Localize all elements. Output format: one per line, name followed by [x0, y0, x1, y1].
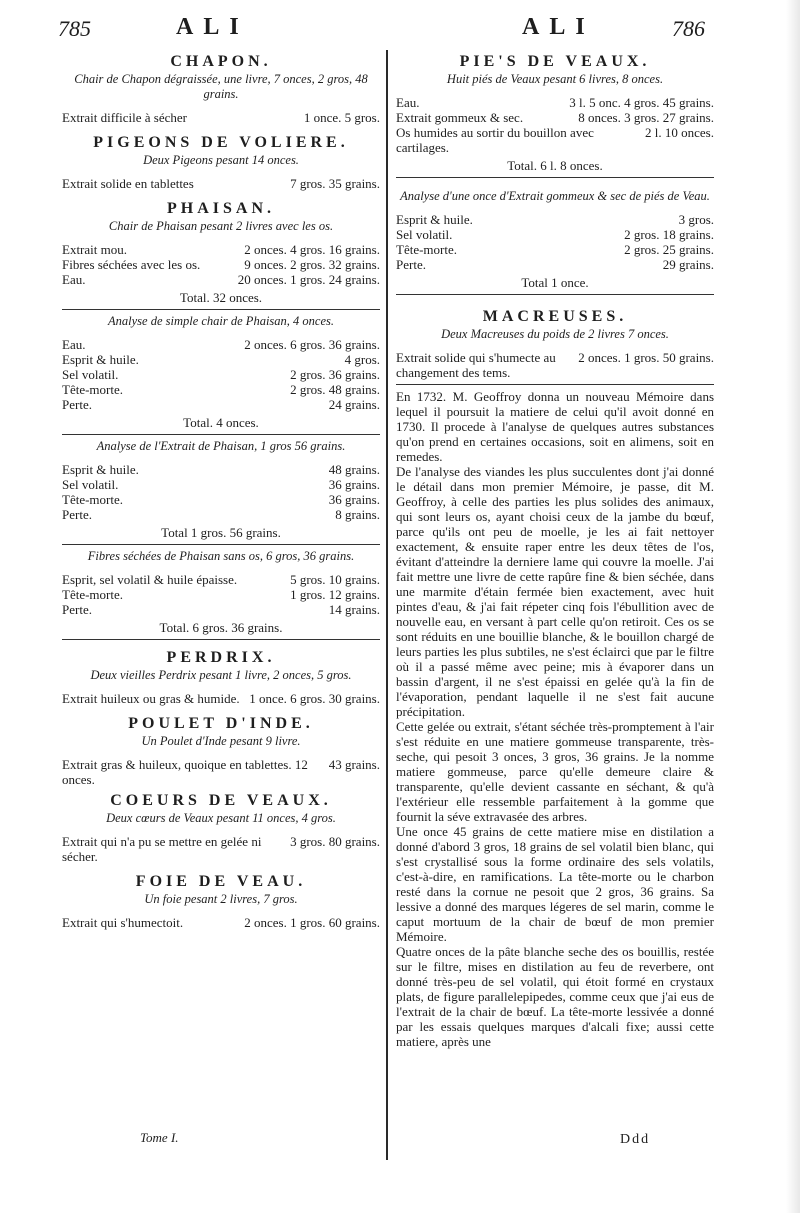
table-row — [62, 462, 380, 477]
table-row — [62, 110, 380, 125]
table-row — [62, 587, 380, 602]
table-row — [62, 242, 380, 257]
row-label: Fibres séchées avec les os. — [62, 257, 201, 272]
table-row — [62, 397, 380, 412]
row-label: Extrait difficile à sécher — [62, 110, 188, 125]
row-label: Perte. — [396, 257, 426, 272]
row-value: 24 grains. — [328, 397, 380, 412]
section-title-macreuses: MACREUSES. — [482, 308, 628, 325]
row-label: Eau. — [62, 337, 86, 352]
section-title-foie: FOIE DE VEAU. — [135, 873, 307, 890]
row-value: 36 grains. — [328, 477, 380, 492]
row-value: 2 gros. 18 grains. — [624, 227, 714, 242]
row-value: 1 gros. 12 grains. — [290, 587, 380, 602]
row-label: Extrait huileux ou gras & humide. — [62, 691, 240, 706]
row-value: 8 grains. — [335, 507, 380, 522]
section-rule — [62, 544, 380, 545]
left-page-number: 785 — [58, 16, 91, 41]
section-subtitle: Deux Macreuses du poids de 2 livres 7 onces. — [441, 327, 669, 341]
row-value: 4 gros. — [344, 352, 380, 367]
row-label: Eau. — [62, 272, 86, 287]
row-label: Perte. — [62, 507, 92, 522]
section-subtitle: Un foie pesant 2 livres, 7 gros. — [144, 892, 298, 906]
row-label: Tête-morte. — [62, 587, 123, 602]
row-value: 3 gros. — [678, 212, 714, 227]
section-rule — [396, 294, 714, 295]
section-title-perdrix: PERDRIX. — [166, 649, 276, 666]
table-row — [62, 257, 380, 272]
row-value: 2 l. 10 onces. — [645, 125, 714, 140]
left-running-title: ALI — [176, 14, 249, 40]
row-label: Extrait solide qui s'humecte au changement des tems. — [396, 350, 556, 380]
row-value: 14 grains. — [328, 602, 380, 617]
table-row — [396, 242, 714, 257]
section-subtitle: Un Poulet d'Inde pesant 9 livre. — [141, 734, 301, 748]
row-value: 2 onces. 1 gros. 60 grains. — [244, 915, 380, 930]
row-label: Extrait gras & huileux, quoique en tablettes. 12 onces. — [62, 757, 308, 787]
section-rule — [396, 177, 714, 178]
section-subtitle: Deux vieilles Perdrix pesant 1 livre, 2 onces, 5 gros. — [90, 668, 352, 682]
section-subtitle: Huit piés de Veaux pesant 6 livres, 8 onces. — [446, 72, 664, 86]
volume-signature: Tome I. — [140, 1130, 179, 1145]
right-page-number: 786 — [672, 16, 705, 41]
row-value: 29 grains. — [662, 257, 714, 272]
section-title-chapon: CHAPON. — [170, 53, 272, 70]
row-label: Extrait solide en tablettes — [62, 176, 194, 191]
total-line: Total. 6 l. 8 onces. — [507, 158, 603, 173]
right-column — [396, 52, 714, 1049]
row-label: Esprit & huile. — [62, 462, 139, 477]
section-rule — [62, 639, 380, 640]
row-value: 7 gros. 35 grains. — [290, 176, 380, 191]
page-edge — [786, 0, 800, 1213]
row-value: 2 onces. 1 gros. 50 grains. — [578, 350, 714, 365]
row-label: Extrait mou. — [62, 242, 127, 257]
paragraph: De l'analyse des viandes les plus succulentes dont j'ai donné le détail dans mon premier Mémoire, je passe, dit M. Geoffroy, à celle des parties les plus solides des animaux, qui sont leurs os, ayant choisi ceux de la jambe du bœuf, parce qu'ils ont peu de moelle, je les ai fait nettoyer exactement, & ensuite raper entre les deux têtes de l'os, évitant d'atteindre la derniere lame qui couvre la moelle. J'ai fait mettre une livre de cette rapûre fine & bien séchée, dans une marmite d'étain fermée bien exactement, avec huit pintes d'eau, & j'ai fait répeter cinq fois l'ébullition avec de nouvelle eau, en versant à part celle qu'on retiroit. Ces os se sont réduits en une bouillie blanche, & le bouillon chargé de leurs parties les plus subtiles, ne s'est éclairci que par le filtre où il a passé même avec peine; mis à évaporer dans un bassin d'argent, il ne s'est épaissi en gelée qu'à la fin de l'évaporation, pendant laquelle il ne s'est fait aucune précipitation. — [396, 464, 714, 719]
row-label: Esprit & huile. — [62, 352, 139, 367]
table-row — [62, 367, 380, 382]
section-rule — [62, 309, 380, 310]
table-row — [62, 602, 380, 617]
section-subtitle: Analyse de l'Extrait de Phaisan, 1 gros 56 grains. — [96, 439, 346, 453]
section-title-pigeons: PIGEONS DE VOLIERE. — [93, 134, 349, 151]
row-label: Sel volatil. — [396, 227, 453, 242]
row-label: Extrait qui s'humectoit. — [62, 915, 184, 930]
total-line: Total. 4 onces. — [183, 415, 259, 430]
section-rule — [396, 384, 714, 385]
table-row — [62, 382, 380, 397]
row-label: Extrait gommeux & sec. — [396, 110, 524, 125]
section-subtitle: Chair de Phaisan pesant 2 livres avec les os. — [108, 219, 334, 233]
right-running-title: ALI — [522, 14, 595, 40]
row-value: 5 gros. 10 grains. — [290, 572, 380, 587]
row-value: 2 gros. 36 grains. — [290, 367, 380, 382]
paragraph: Cette gelée ou extrait, s'étant séchée très-promptement à l'air s'est réduite en une matiere gommeuse transparente, très-seche, qui pesoit 3 onces, 3 gros, 36 grains. Je la nomme matiere gommeuse, parce qu'elle demeure claire & transparente, qu'elle devient cassante en séchant, & qu'à l'extérieur elle ressemble parfaitement à la gomme que fournit la séve extravasée des arbres. — [396, 719, 714, 824]
table-row — [62, 915, 380, 930]
table-row — [62, 757, 380, 787]
table-row — [396, 257, 714, 272]
table-row — [396, 110, 714, 125]
table-row — [396, 350, 714, 380]
row-label: Os humides au sortir du bouillon avec cartilages. — [396, 125, 594, 155]
body-text — [396, 389, 714, 1049]
section-title-phaisan: PHAISAN. — [166, 200, 275, 217]
table-row — [396, 95, 714, 110]
left-column — [62, 52, 380, 930]
table-row — [62, 176, 380, 191]
row-value: 20 onces. 1 gros. 24 grains. — [237, 272, 380, 287]
table-row — [62, 352, 380, 367]
table-row — [62, 691, 380, 706]
paragraph: Une once 45 grains de cette matiere mise en distilation a donné d'abord 3 gros, 18 grains de sel volatil bien blanc, qui s'est crystallisé sous la forme ordinaire des sels volatils, c'est-à-dire, en ramifications. La tête-morte ou le charbon resté dans la cornue ne pesoit que 2 gros, 36 grains. Sa lessive a donné des marques légeres de sel marin, comme le caput mortuum de la chair de bœuf de mon premier Mémoire. — [396, 824, 714, 944]
row-value: 8 onces. 3 gros. 27 grains. — [578, 110, 714, 125]
section-title-coeurs: COEURS DE VEAUX. — [110, 792, 332, 809]
table-row — [62, 272, 380, 287]
row-label: Perte. — [62, 397, 92, 412]
row-value: 2 onces. 6 gros. 36 grains. — [244, 337, 380, 352]
row-value: 2 onces. 4 gros. 16 grains. — [244, 242, 380, 257]
table-row — [62, 337, 380, 352]
total-line: Total 1 once. — [521, 275, 589, 290]
table-row — [62, 492, 380, 507]
section-title-pies: PIE'S DE VEAUX. — [459, 53, 651, 70]
row-label: Tête-morte. — [62, 382, 123, 397]
section-subtitle: Fibres séchées de Phaisan sans os, 6 gros, 36 grains. — [87, 549, 355, 563]
paragraph: Quatre onces de la pâte blanche seche des os bouillis, restée sur le filtre, mises en distilation au feu de reverbere, ont donné très-peu de sel volatil, qui étoit formé en crystaux plats, de figure parallelepipedes, comme ceux que j'ai eus de l'extrait de la chair de bœuf. La tête-morte lessivée a donné par les essais quelques marques d'alcali fixe; aussi cette matiere, après une — [396, 944, 714, 1049]
row-label: Esprit, sel volatil & huile épaisse. — [62, 572, 238, 587]
row-label: Tête-morte. — [396, 242, 457, 257]
total-line: Total 1 gros. 56 grains. — [161, 525, 281, 540]
table-row — [396, 125, 714, 155]
row-label: Esprit & huile. — [396, 212, 473, 227]
table-row — [396, 212, 714, 227]
signature-mark: Ddd — [620, 1132, 651, 1147]
table-row — [62, 477, 380, 492]
row-value: 2 gros. 48 grains. — [290, 382, 380, 397]
row-value: 3 l. 5 onc. 4 gros. 45 grains. — [569, 95, 714, 110]
table-row — [396, 227, 714, 242]
section-subtitle: Deux cœurs de Veaux pesant 11 onces, 4 gros. — [106, 811, 336, 825]
row-value: 2 gros. 25 grains. — [624, 242, 714, 257]
row-label: Tête-morte. — [62, 492, 123, 507]
row-value: 36 grains. — [328, 492, 380, 507]
row-value: 48 grains. — [328, 462, 380, 477]
row-label: Eau. — [396, 95, 420, 110]
row-value: 9 onces. 2 gros. 32 grains. — [244, 257, 380, 272]
row-value: 43 grains. — [328, 757, 380, 772]
row-value: 3 gros. 80 grains. — [290, 834, 380, 849]
section-subtitle: Analyse de simple chair de Phaisan, 4 onces. — [108, 314, 334, 328]
row-label: Sel volatil. — [62, 477, 119, 492]
row-value: 1 once. 6 gros. 30 grains. — [249, 691, 380, 706]
column-divider — [386, 50, 388, 1160]
section-rule — [62, 434, 380, 435]
section-subtitle: Chair de Chapon dégraissée, une livre, 7 onces, 2 gros, 48 grains. — [74, 72, 368, 101]
table-row — [62, 572, 380, 587]
total-line: Total. 32 onces. — [179, 290, 263, 305]
section-subtitle: Analyse d'une once d'Extrait gommeux & sec de piés de Veau. — [400, 189, 710, 203]
table-row — [62, 507, 380, 522]
row-label: Sel volatil. — [62, 367, 119, 382]
section-title-poulet: POULET D'INDE. — [128, 715, 314, 732]
paragraph: En 1732. M. Geoffroy donna un nouveau Mémoire dans lequel il poursuit la matiere de celui qu'il avoit donné en 1730. Il procede à l'analyse de quelques autres substances qu'on prend en certaines occasions, soit en alimens, soit en remedes. — [396, 389, 714, 464]
row-value: 1 once. 5 gros. — [303, 110, 380, 125]
row-label: Extrait qui n'a pu se mettre en gelée ni sécher. — [62, 834, 262, 864]
total-line: Total. 6 gros. 36 grains. — [159, 620, 283, 635]
section-subtitle: Deux Pigeons pesant 14 onces. — [143, 153, 299, 167]
row-label: Perte. — [62, 602, 92, 617]
table-row — [62, 834, 380, 864]
